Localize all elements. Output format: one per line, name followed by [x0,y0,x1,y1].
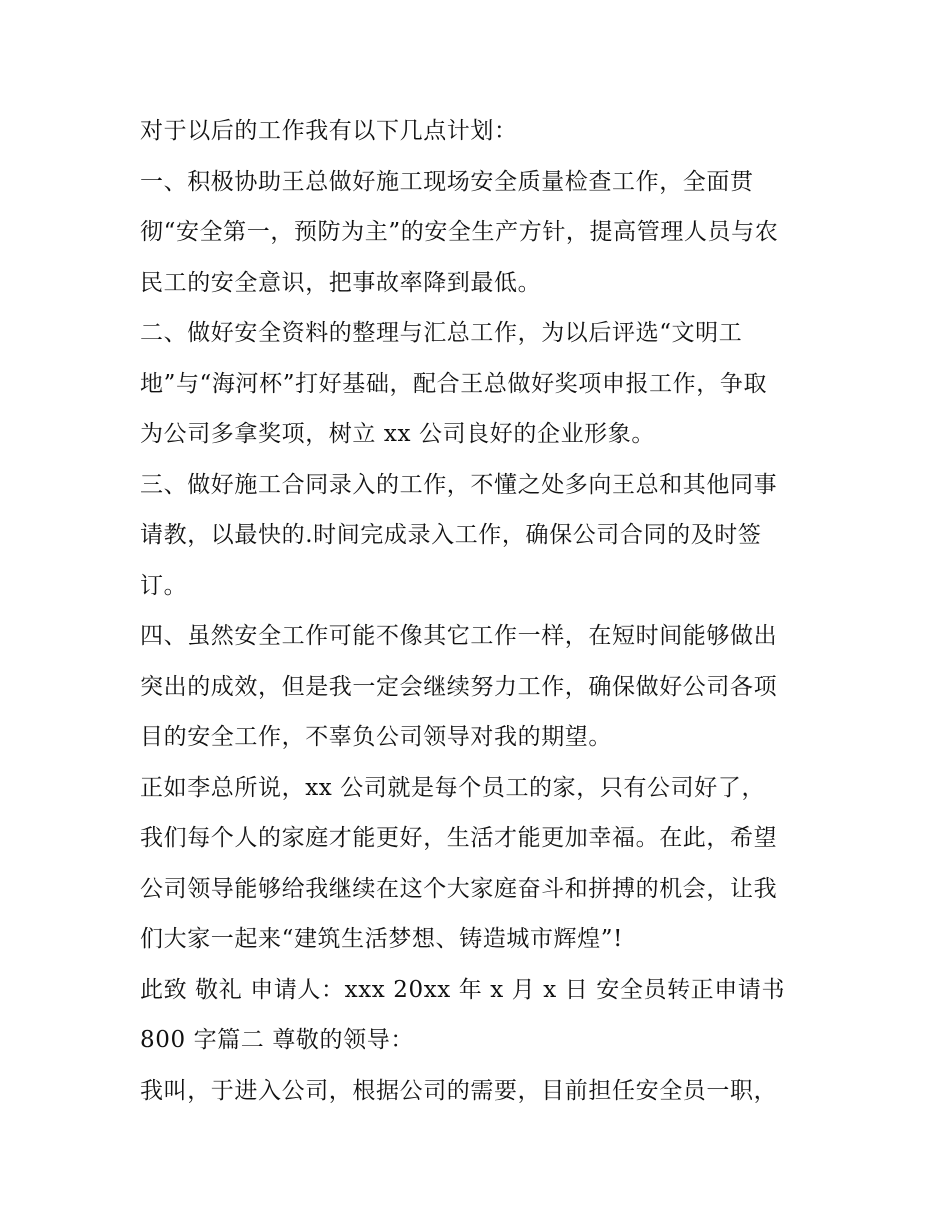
text-line-17: 们大家一起来“建筑生活梦想、铸造城市辉煌”! [140,926,623,952]
text-line-10: 订。 [140,572,188,599]
text-line-1: 对于以后的工作我有以下几点计划： [140,118,518,144]
text-line-8: 三、做好施工合同录入的工作，不懂之处多向王总和其他同事 [140,471,778,498]
text-line-7: 为公司多拿奖项，树立 xx 公司良好的企业形象。 [140,421,655,447]
text-line-2: 一、积极协助王总做好施工现场安全质量检查工作，全面贯 [140,168,754,195]
text-line-11: 四、虽然安全工作可能不像其它工作一样，在短时间能够做出 [140,623,778,649]
text-line-9: 请教，以最快的.时间完成录入工作，确保公司合同的及时签 [140,522,762,548]
text-line-12: 突出的成效，但是我一定会继续努力工作，确保做好公司各项 [140,673,778,700]
text-line-14: 正如李总所说，xx 公司就是每个员工的家，只有公司好了， [140,774,766,801]
text-line-5: 二、做好安全资料的整理与汇总工作，为以后评选“文明工 [140,320,743,346]
text-line-13: 目的安全工作，不辜负公司领导对我的期望。 [140,724,612,750]
text-line-4: 民工的安全意识，把事故率降到最低。 [140,269,542,296]
text-line-15: 我们每个人的家庭才能更好，生活才能更加幸福。在此，希望 [140,825,778,851]
text-line-20: 我叫，于进入公司，根据公司的需要，目前担任安全员一职， [140,1077,778,1104]
text-line-6: 地”与“海河杯”打好基础，配合王总做好奖项申报工作，争取 [140,370,768,397]
text-line-16: 公司领导能够给我继续在这个大家庭奋斗和拼搏的机会，让我 [140,875,778,902]
text-line-19: 800 字篇二 尊敬的领导： [140,1027,414,1053]
text-line-18: 此致 敬礼 申请人：xxx 20xx 年 x 月 x 日 安全员转正申请书 [140,976,786,1003]
text-line-3: 彻“安全第一，预防为主”的安全生产方针，提高管理人员与农 [140,219,779,245]
document-body [140,106,820,1116]
